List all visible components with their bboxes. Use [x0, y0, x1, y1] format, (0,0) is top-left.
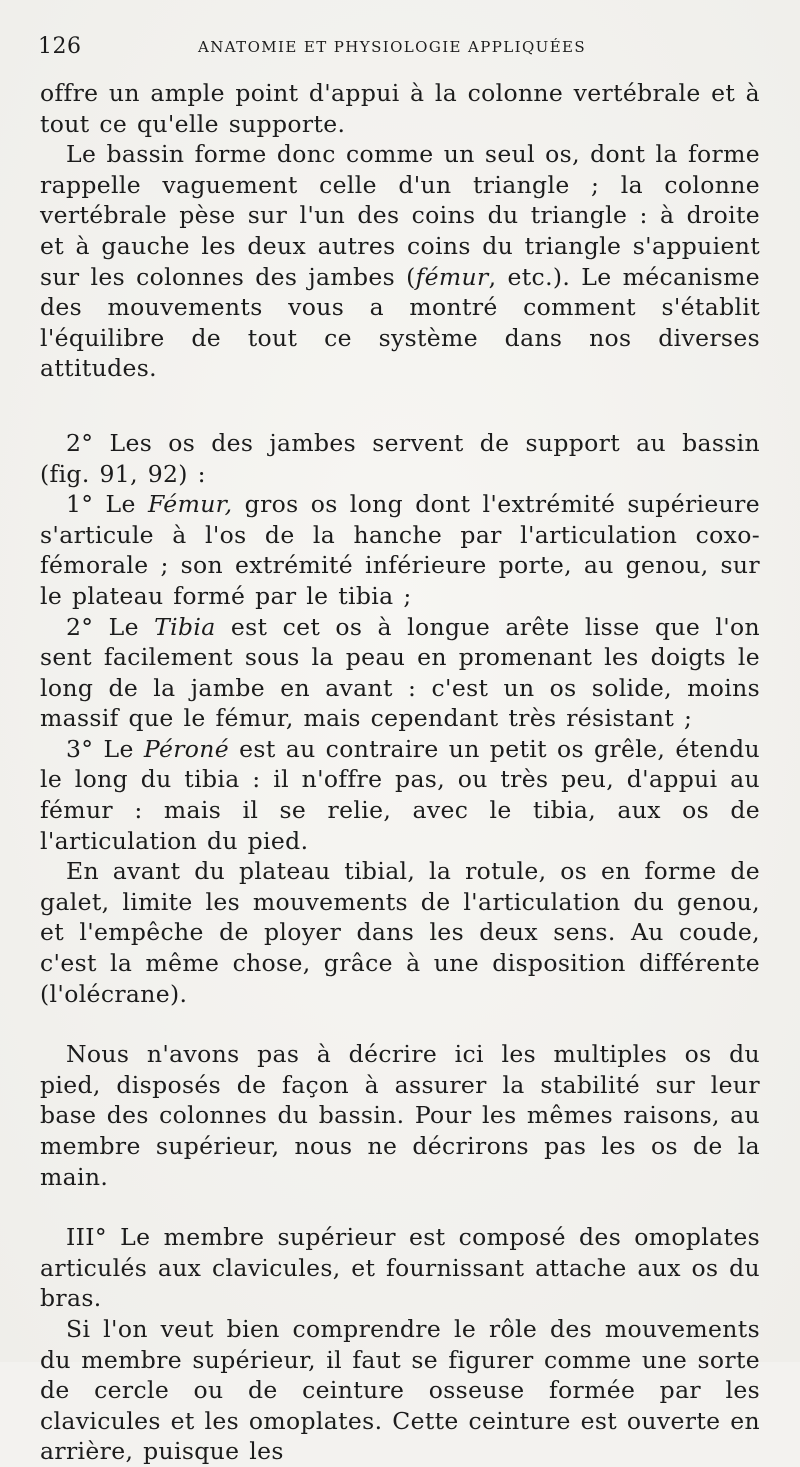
text-run: gros os long dont l'extrémité supérieure s'articule à l'os de la hanche par l'articulation coxo-fémorale ; son extrémité inférieure porte, au genou, sur le plateau formé par le tibia ;: [40, 490, 760, 610]
paragraph: [40, 612, 760, 734]
page-header: [38, 28, 760, 68]
page-number: 126: [38, 34, 82, 59]
italic-term: Tibia: [154, 612, 216, 641]
paragraph: Si l'on veut bien comprendre le rôle des mouvements du membre supérieur, il faut se figurer comme une sorte de cercle ou de ceinture osseuse formée par les clavicules et les omoplates. Cette ceinture est ouverte en arrière, puisque les: [40, 1314, 760, 1466]
paragraph: En avant du plateau tibial, la rotule, os en forme de galet, limite les mouvements de l'articulation du genou, et l'empêche de ployer dans les deux sens. Au coude, c'est la même chose, grâce à une disposition différente (l'olécrane).: [40, 857, 760, 1008]
paragraph: [40, 489, 760, 611]
italic-term: Péroné: [143, 734, 230, 763]
text-run: est cet os à longue arête lisse que l'on sent facilement sous la peau en promenant les doigts le long de la jambe en avant : c'est un os solide, moins massif que le fémur, mais cependant très résistant ;: [40, 612, 760, 733]
text-run: 2° Le: [66, 612, 155, 641]
text-run: 1° Le: [66, 490, 148, 519]
text-run: 3° Le: [66, 734, 144, 763]
running-title: ANATOMIE ET PHYSIOLOGIE APPLIQUÉES: [198, 38, 587, 56]
text-run: , etc.). Le mécanisme des mouvements vous a montré comment s'établit l'équilibre de tout ce système dans nos diverses attitudes.: [40, 262, 760, 383]
paragraph: offre un ample point d'appui à la colonne vertébrale et à tout ce qu'elle supporte.: [40, 79, 760, 138]
paragraph: [40, 734, 760, 856]
italic-term: fémur: [415, 262, 489, 291]
text-run: Le bassin forme donc comme un seul os, dont la forme rappelle vaguement celle d'un triangle ; la colonne vertébrale pèse sur l'un des coins du triangle : à droite et à gauche les deux autres coins du triangle s'appuient sur les colonnes des jambes (: [40, 140, 760, 291]
italic-term: Fémur,: [147, 490, 233, 519]
text-run: est au contraire un petit os grêle, étendu le long du tibia : il n'offre pas, ou très peu, d'appui au fémur : mais il se relie, avec le tibia, aux os de l'articulation du pied.: [40, 734, 760, 855]
paragraph: Nous n'avons pas à décrire ici les multiples os du pied, disposés de façon à assurer la stabilité sur leur base des colonnes du bassin. Pour les mêmes raisons, au membre supérieur, nous ne décrirons pas les os de la main.: [40, 1040, 760, 1191]
section-heading: 2° Les os des jambes servent de support au bassin (fig. 91, 92) :: [40, 428, 760, 488]
paragraph: [40, 139, 760, 384]
paragraph: III° Le membre supérieur est composé des omoplates articulés aux clavicules, et fournissant attache aux os du bras.: [40, 1223, 760, 1313]
body-text: [40, 78, 760, 1467]
